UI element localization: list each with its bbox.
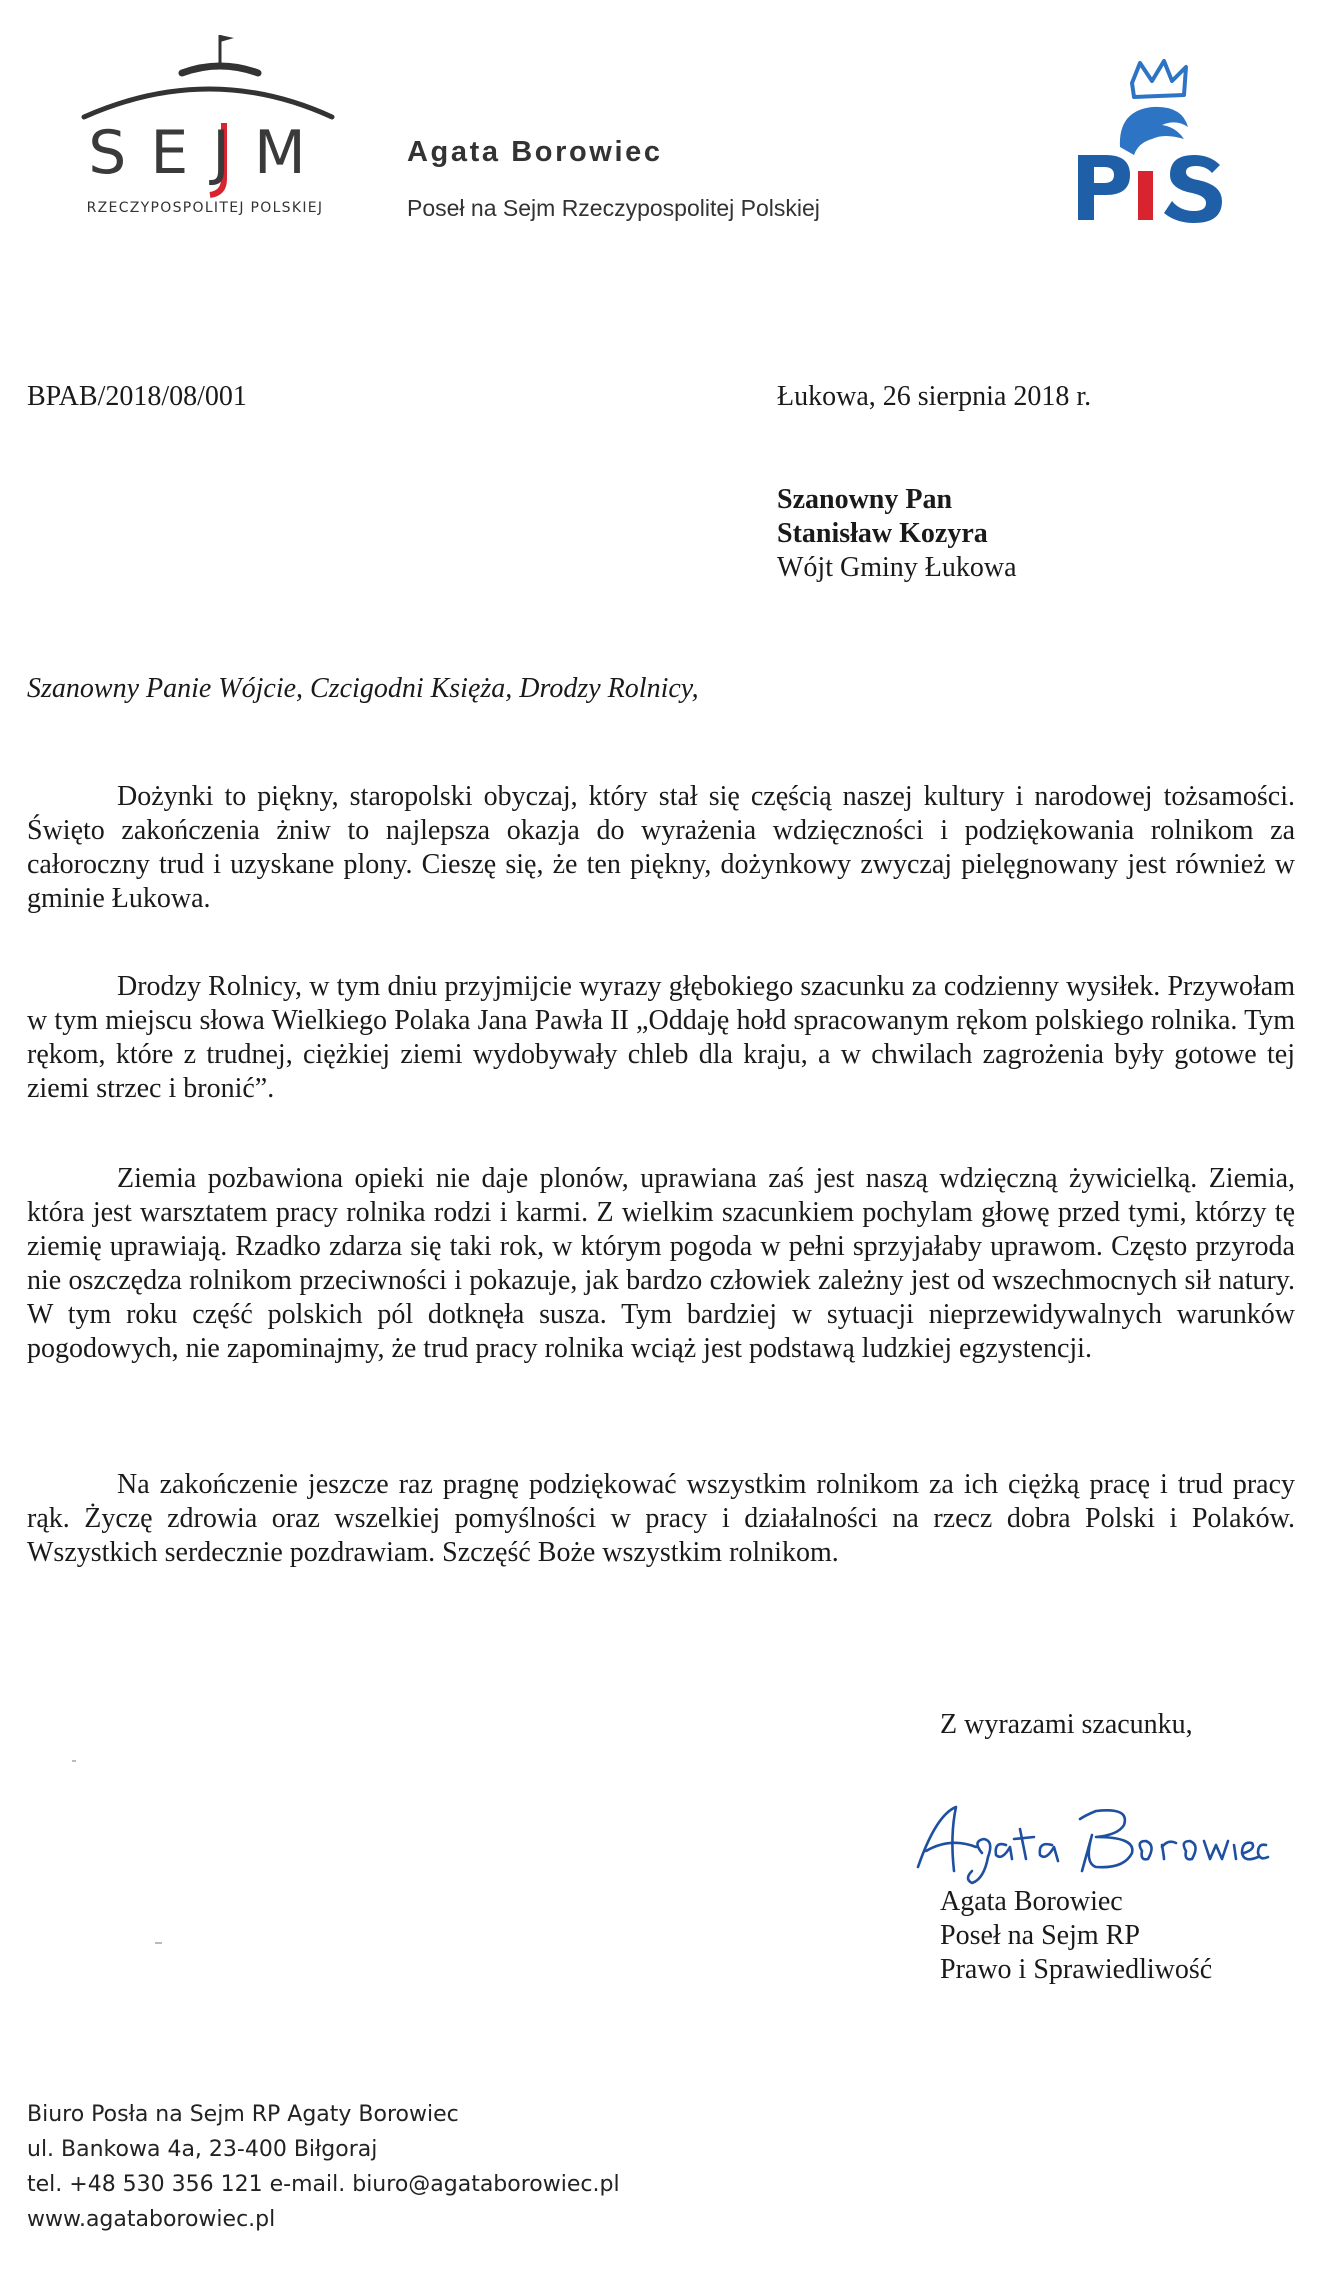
recipient-block <box>777 483 1017 585</box>
recipient-title: Wójt Gminy Łukowa <box>777 552 1017 583</box>
paragraph-1-text: Dożynki to piękny, staropolski obyczaj, który stał się częścią naszej kultury i narodowej tożsamości. Święto zakończenia żniw to najlepsza okazja do wyrażenia wdzięczności i podziękowania rolnikom za całoroczny trud i uzyskane plony. Cieszę się, że ten piękny, dożynkowy zwyczaj pielęgnowany jest również w gminie Łukowa. <box>27 781 1295 914</box>
scan-speck <box>155 1942 162 1944</box>
paragraph-4 <box>27 1468 1295 1570</box>
paragraph-3 <box>27 1162 1295 1366</box>
pis-logo <box>1060 55 1235 225</box>
crowned-eagle-icon <box>1060 55 1235 225</box>
signature-icon <box>910 1775 1270 1890</box>
sejm-building-icon <box>70 25 340 125</box>
sejm-logo <box>70 25 340 225</box>
signer-name: Agata Borowiec <box>940 1886 1123 1917</box>
paragraph-3-text: Ziemia pozbawiona opieki nie daje plonów, uprawiana zaś jest naszą wdzięczną żywicielką. Ziemia, która jest warsztatem pracy rolnika rodzi i karmi. Z wielkim szacunkiem pochylam głowę przed tymi, którzy tę ziemię uprawiają. Rzadko zdarza się taki rok, w którym pogoda w pełni sprzyjałaby uprawom. Często przyroda nie oszczędza rolnikom przeciwności i pokazuje, jak bardzo człowiek zależny jest od wszechmocnych sił natury. W tym roku część polskich pól dotknęła susza. Tym bardziej w sytuacji nieprzewidywalnych warunków pogodowych, nie zapominajmy, że trud pracy rolnika wciąż jest podstawą ludzkiej egzystencji. <box>27 1163 1295 1364</box>
place-date: Łukowa, 26 sierpnia 2018 r. <box>777 381 1092 412</box>
signer-party: Prawo i Sprawiedliwość <box>940 1954 1213 1985</box>
signer-title: Poseł na Sejm RP <box>940 1920 1140 1951</box>
footer-contact-line: tel. +48 530 356 121 e-mail. biuro@agataborowiec.pl <box>27 2172 620 2197</box>
footer-website: www.agataborowiec.pl <box>27 2207 276 2232</box>
signer-block <box>940 1885 1212 1987</box>
recipient-line-1: Szanowny Pan <box>777 484 953 515</box>
reference-number: BPAB/2018/08/001 <box>27 381 247 412</box>
paragraph-4-text: Na zakończenie jeszcze raz pragnę podziękować wszystkim rolnikom za ich ciężką pracę i trud pracy rąk. Życzę zdrowia oraz wszelkiej pomyślności w pracy i działalności na rzecz dobra Polski i Polaków. Wszystkich serdecznie pozdrawiam. Szczęść Boże wszystkim rolnikom. <box>27 1469 1295 1568</box>
paragraph-1 <box>27 780 1295 916</box>
scan-speck <box>72 1760 76 1762</box>
footer-contact <box>27 2097 620 2237</box>
footer-address: ul. Bankowa 4a, 23-400 Biłgoraj <box>27 2137 378 2162</box>
sejm-logo-word: SEJM <box>88 118 330 188</box>
mp-name: Agata Borowiec <box>407 136 663 168</box>
paragraph-2-text: Drodzy Rolnicy, w tym dniu przyjmijcie wyrazy głębokiego szacunku za codzienny wysiłek. Przywołam w tym miejscu słowa Wielkiego Polaka Jana Pawła II „Oddaję hołd spracowanym rękom polskiego rolnika. Tym rękom, które z trudnej, ciężkiej ziemi wydobywały chleb dla kraju, a w chwilach zagrożenia były gotowe tej ziemi strzec i bronić”. <box>27 971 1295 1104</box>
recipient-name: Stanisław Kozyra <box>777 518 988 549</box>
mp-role: Poseł na Sejm Rzeczypospolitej Polskiej <box>407 195 820 221</box>
closing: Z wyrazami szacunku, <box>940 1709 1193 1740</box>
footer-office: Biuro Posła na Sejm RP Agaty Borowiec <box>27 2102 459 2127</box>
sejm-logo-subtitle: RZECZYPOSPOLITEJ POLSKIEJ <box>86 200 324 216</box>
handwritten-signature <box>910 1775 1270 1890</box>
paragraph-2 <box>27 970 1295 1106</box>
salutation: Szanowny Panie Wójcie, Czcigodni Księża, Drodzy Rolnicy, <box>27 673 699 704</box>
